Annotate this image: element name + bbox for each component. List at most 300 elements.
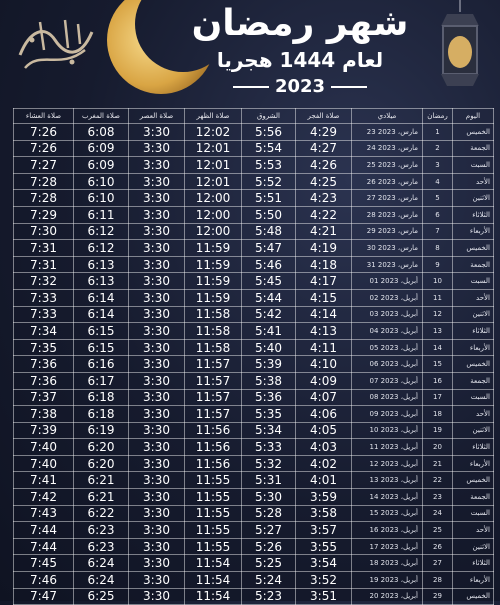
cell-isha: 7:33 (14, 289, 74, 306)
cell-weekday: الاثنين (453, 538, 494, 555)
cell-weekday: الأربعاء (453, 572, 494, 589)
cell-asr: 3:30 (129, 190, 185, 207)
column-header-ramadan: رمضان (423, 109, 453, 124)
cell-ramadan-day: 27 (423, 555, 453, 572)
cell-maghrib: 6:22 (74, 505, 129, 522)
cell-maghrib: 6:23 (74, 522, 129, 539)
cell-gregorian-date: 18 أبريل، 2023 (352, 555, 423, 572)
header (0, 0, 500, 108)
cell-ramadan-day: 26 (423, 538, 453, 555)
cell-sunrise: 5:47 (242, 240, 296, 257)
cell-sunrise: 5:28 (242, 505, 296, 522)
cell-maghrib: 6:17 (74, 372, 129, 389)
cell-gregorian-date: 05 أبريل، 2023 (352, 339, 423, 356)
cell-ramadan-day: 24 (423, 505, 453, 522)
cell-dhuhr: 11:55 (185, 522, 242, 539)
cell-fajr: 4:03 (296, 439, 352, 456)
cell-fajr: 4:14 (296, 306, 352, 323)
cell-sunrise: 5:48 (242, 223, 296, 240)
table-row (14, 356, 494, 373)
cell-weekday: الأربعاء (453, 223, 494, 240)
cell-isha: 7:45 (14, 555, 74, 572)
cell-isha: 7:37 (14, 389, 74, 406)
cell-sunrise: 5:54 (242, 140, 296, 157)
cell-ramadan-day: 25 (423, 522, 453, 539)
cell-gregorian-date: 27 مارس، 2023 (352, 190, 423, 207)
cell-dhuhr: 11:59 (185, 273, 242, 290)
cell-fajr: 4:11 (296, 339, 352, 356)
cell-ramadan-day: 5 (423, 190, 453, 207)
cell-asr: 3:30 (129, 173, 185, 190)
cell-weekday: السبت (453, 389, 494, 406)
cell-weekday: الخميس (453, 356, 494, 373)
cell-ramadan-day: 13 (423, 323, 453, 340)
cell-maghrib: 6:24 (74, 572, 129, 589)
cell-maghrib: 6:13 (74, 273, 129, 290)
cell-fajr: 4:22 (296, 206, 352, 223)
cell-dhuhr: 11:58 (185, 339, 242, 356)
table-body (14, 124, 494, 605)
column-header-gregorian: ميلادي (352, 109, 423, 124)
cell-sunrise: 5:35 (242, 406, 296, 423)
cell-fajr: 4:26 (296, 157, 352, 174)
table-row (14, 206, 494, 223)
cell-isha: 7:39 (14, 422, 74, 439)
cell-isha: 7:40 (14, 439, 74, 456)
cell-dhuhr: 11:58 (185, 306, 242, 323)
table-row (14, 339, 494, 356)
cell-sunrise: 5:33 (242, 439, 296, 456)
cell-weekday: السبت (453, 273, 494, 290)
cell-asr: 3:30 (129, 157, 185, 174)
cell-fajr: 4:13 (296, 323, 352, 340)
cell-isha: 7:46 (14, 572, 74, 589)
cell-sunrise: 5:50 (242, 206, 296, 223)
cell-dhuhr: 12:00 (185, 190, 242, 207)
cell-maghrib: 6:18 (74, 389, 129, 406)
cell-asr: 3:30 (129, 472, 185, 489)
cell-sunrise: 5:42 (242, 306, 296, 323)
cell-ramadan-day: 1 (423, 124, 453, 141)
cell-maghrib: 6:24 (74, 555, 129, 572)
cell-maghrib: 6:12 (74, 223, 129, 240)
cell-dhuhr: 11:54 (185, 572, 242, 589)
cell-asr: 3:30 (129, 306, 185, 323)
cell-isha: 7:35 (14, 339, 74, 356)
table-row (14, 555, 494, 572)
cell-dhuhr: 11:56 (185, 422, 242, 439)
cell-gregorian-date: 02 أبريل، 2023 (352, 289, 423, 306)
cell-fajr: 4:27 (296, 140, 352, 157)
cell-dhuhr: 12:01 (185, 157, 242, 174)
cell-maghrib: 6:23 (74, 538, 129, 555)
cell-gregorian-date: 09 أبريل، 2023 (352, 406, 423, 423)
divider (233, 86, 269, 88)
table-row (14, 323, 494, 340)
cell-weekday: الاثنين (453, 306, 494, 323)
cell-asr: 3:30 (129, 223, 185, 240)
cell-weekday: الثلاثاء (453, 206, 494, 223)
year-label (180, 76, 420, 98)
cell-maghrib: 6:09 (74, 157, 129, 174)
table-row (14, 157, 494, 174)
column-header-asr: صلاة العصر (129, 109, 185, 124)
cell-isha: 7:32 (14, 273, 74, 290)
cell-asr: 3:30 (129, 522, 185, 539)
cell-sunrise: 5:23 (242, 588, 296, 605)
cell-weekday: الثلاثاء (453, 555, 494, 572)
table-header-row (14, 109, 494, 124)
cell-ramadan-day: 6 (423, 206, 453, 223)
cell-ramadan-day: 3 (423, 157, 453, 174)
cell-ramadan-day: 17 (423, 389, 453, 406)
cell-gregorian-date: 08 أبريل، 2023 (352, 389, 423, 406)
cell-maghrib: 6:15 (74, 323, 129, 340)
cell-maghrib: 6:08 (74, 124, 129, 141)
cell-weekday: الخميس (453, 240, 494, 257)
cell-asr: 3:30 (129, 406, 185, 423)
cell-fajr: 4:23 (296, 190, 352, 207)
cell-ramadan-day: 15 (423, 356, 453, 373)
cell-weekday: الأربعاء (453, 339, 494, 356)
cell-maghrib: 6:11 (74, 206, 129, 223)
cell-sunrise: 5:41 (242, 323, 296, 340)
cell-dhuhr: 12:00 (185, 206, 242, 223)
cell-fajr: 4:18 (296, 256, 352, 273)
cell-sunrise: 5:24 (242, 572, 296, 589)
column-header-maghrib: صلاة المغرب (74, 109, 129, 124)
cell-dhuhr: 11:55 (185, 489, 242, 506)
cell-asr: 3:30 (129, 124, 185, 141)
cell-sunrise: 5:46 (242, 256, 296, 273)
cell-ramadan-day: 9 (423, 256, 453, 273)
cell-ramadan-day: 2 (423, 140, 453, 157)
cell-asr: 3:30 (129, 439, 185, 456)
cell-sunrise: 5:36 (242, 389, 296, 406)
cell-gregorian-date: 01 أبريل، 2023 (352, 273, 423, 290)
cell-dhuhr: 11:55 (185, 472, 242, 489)
cell-isha: 7:28 (14, 190, 74, 207)
cell-dhuhr: 11:57 (185, 389, 242, 406)
cell-maghrib: 6:14 (74, 289, 129, 306)
page-title: شهر رمضان (191, 3, 409, 44)
table-row (14, 572, 494, 589)
cell-isha: 7:36 (14, 356, 74, 373)
cell-asr: 3:30 (129, 538, 185, 555)
cell-dhuhr: 11:59 (185, 289, 242, 306)
cell-isha: 7:34 (14, 323, 74, 340)
cell-weekday: الأحد (453, 406, 494, 423)
cell-ramadan-day: 23 (423, 489, 453, 506)
cell-sunrise: 5:44 (242, 289, 296, 306)
table-row (14, 522, 494, 539)
table-row (14, 422, 494, 439)
cell-weekday: الاثنين (453, 190, 494, 207)
table-row (14, 256, 494, 273)
cell-sunrise: 5:56 (242, 124, 296, 141)
cell-gregorian-date: 06 أبريل، 2023 (352, 356, 423, 373)
cell-asr: 3:30 (129, 140, 185, 157)
cell-ramadan-day: 20 (423, 439, 453, 456)
cell-fajr: 4:07 (296, 389, 352, 406)
cell-fajr: 4:25 (296, 173, 352, 190)
cell-asr: 3:30 (129, 555, 185, 572)
cell-gregorian-date: 07 أبريل، 2023 (352, 372, 423, 389)
cell-fajr: 4:02 (296, 455, 352, 472)
cell-maghrib: 6:21 (74, 472, 129, 489)
cell-dhuhr: 11:56 (185, 455, 242, 472)
cell-sunrise: 5:26 (242, 538, 296, 555)
cell-fajr: 4:17 (296, 273, 352, 290)
cell-fajr: 3:54 (296, 555, 352, 572)
cell-weekday: الجمعة (453, 372, 494, 389)
cell-fajr: 3:51 (296, 588, 352, 605)
cell-sunrise: 5:31 (242, 472, 296, 489)
cell-fajr: 4:21 (296, 223, 352, 240)
cell-ramadan-day: 12 (423, 306, 453, 323)
cell-gregorian-date: 25 مارس، 2023 (352, 157, 423, 174)
cell-asr: 3:30 (129, 455, 185, 472)
cell-maghrib: 6:12 (74, 240, 129, 257)
cell-maghrib: 6:13 (74, 256, 129, 273)
cell-maghrib: 6:16 (74, 356, 129, 373)
cell-weekday: الخميس (453, 472, 494, 489)
cell-asr: 3:30 (129, 240, 185, 257)
cell-isha: 7:38 (14, 406, 74, 423)
cell-maghrib: 6:10 (74, 190, 129, 207)
column-header-dhuhr: صلاة الظهر (185, 109, 242, 124)
table-row (14, 406, 494, 423)
table-row (14, 389, 494, 406)
cell-weekday: الأحد (453, 173, 494, 190)
cell-isha: 7:40 (14, 455, 74, 472)
cell-dhuhr: 12:00 (185, 223, 242, 240)
lantern-icon (425, 0, 495, 95)
cell-weekday: الاثنين (453, 422, 494, 439)
cell-fajr: 3:59 (296, 489, 352, 506)
cell-asr: 3:30 (129, 389, 185, 406)
cell-fajr: 4:10 (296, 356, 352, 373)
cell-isha: 7:42 (14, 489, 74, 506)
cell-isha: 7:26 (14, 140, 74, 157)
cell-ramadan-day: 28 (423, 572, 453, 589)
cell-isha: 7:43 (14, 505, 74, 522)
cell-dhuhr: 12:02 (185, 124, 242, 141)
cell-fajr: 4:15 (296, 289, 352, 306)
cell-fajr: 4:19 (296, 240, 352, 257)
table-row (14, 455, 494, 472)
cell-maghrib: 6:20 (74, 455, 129, 472)
cell-gregorian-date: 31 مارس، 2023 (352, 256, 423, 273)
cell-sunrise: 5:40 (242, 339, 296, 356)
cell-maghrib: 6:15 (74, 339, 129, 356)
cell-maghrib: 6:25 (74, 588, 129, 605)
cell-ramadan-day: 8 (423, 240, 453, 257)
cell-gregorian-date: 26 مارس، 2023 (352, 173, 423, 190)
cell-weekday: الخميس (453, 124, 494, 141)
cell-isha: 7:31 (14, 256, 74, 273)
cell-ramadan-day: 4 (423, 173, 453, 190)
cell-weekday: السبت (453, 157, 494, 174)
cell-asr: 3:30 (129, 206, 185, 223)
cell-gregorian-date: 13 أبريل، 2023 (352, 472, 423, 489)
ramadan-kareem-calligraphy (10, 10, 100, 80)
cell-fajr: 3:55 (296, 538, 352, 555)
table-row (14, 306, 494, 323)
cell-fajr: 4:01 (296, 472, 352, 489)
cell-dhuhr: 11:57 (185, 372, 242, 389)
cell-fajr: 4:05 (296, 422, 352, 439)
table-row (14, 439, 494, 456)
cell-gregorian-date: 19 أبريل، 2023 (352, 572, 423, 589)
column-header-sunrise: الشروق (242, 109, 296, 124)
cell-gregorian-date: 30 مارس، 2023 (352, 240, 423, 257)
table-row (14, 372, 494, 389)
cell-ramadan-day: 19 (423, 422, 453, 439)
cell-asr: 3:30 (129, 356, 185, 373)
cell-gregorian-date: 24 مارس، 2023 (352, 140, 423, 157)
cell-asr: 3:30 (129, 505, 185, 522)
cell-dhuhr: 11:54 (185, 555, 242, 572)
cell-gregorian-date: 16 أبريل، 2023 (352, 522, 423, 539)
cell-isha: 7:33 (14, 306, 74, 323)
cell-dhuhr: 11:55 (185, 505, 242, 522)
cell-sunrise: 5:32 (242, 455, 296, 472)
cell-ramadan-day: 7 (423, 223, 453, 240)
cell-dhuhr: 11:55 (185, 538, 242, 555)
cell-sunrise: 5:27 (242, 522, 296, 539)
cell-dhuhr: 12:01 (185, 173, 242, 190)
cell-maghrib: 6:20 (74, 439, 129, 456)
cell-dhuhr: 11:59 (185, 256, 242, 273)
cell-gregorian-date: 15 أبريل، 2023 (352, 505, 423, 522)
prayer-times-table (13, 108, 494, 605)
cell-gregorian-date: 12 أبريل، 2023 (352, 455, 423, 472)
cell-ramadan-day: 29 (423, 588, 453, 605)
cell-maghrib: 6:19 (74, 422, 129, 439)
cell-fajr: 4:29 (296, 124, 352, 141)
cell-fajr: 3:57 (296, 522, 352, 539)
table-row (14, 223, 494, 240)
table-row (14, 240, 494, 257)
cell-maghrib: 6:14 (74, 306, 129, 323)
cell-isha: 7:27 (14, 157, 74, 174)
cell-sunrise: 5:34 (242, 422, 296, 439)
prayer-times-table-container (13, 108, 493, 605)
column-header-fajr: صلاة الفجر (296, 109, 352, 124)
table-row (14, 489, 494, 506)
cell-asr: 3:30 (129, 289, 185, 306)
table-row (14, 140, 494, 157)
cell-fajr: 3:58 (296, 505, 352, 522)
cell-fajr: 4:09 (296, 372, 352, 389)
cell-weekday: الثلاثاء (453, 323, 494, 340)
cell-ramadan-day: 22 (423, 472, 453, 489)
cell-weekday: الجمعة (453, 489, 494, 506)
cell-fajr: 3:52 (296, 572, 352, 589)
cell-isha: 7:36 (14, 372, 74, 389)
cell-gregorian-date: 10 أبريل، 2023 (352, 422, 423, 439)
table-row (14, 588, 494, 605)
cell-gregorian-date: 03 أبريل، 2023 (352, 306, 423, 323)
cell-sunrise: 5:45 (242, 273, 296, 290)
cell-ramadan-day: 18 (423, 406, 453, 423)
cell-sunrise: 5:53 (242, 157, 296, 174)
divider (331, 86, 367, 88)
column-header-isha: صلاة العشاء (14, 109, 74, 124)
cell-weekday: الخميس (453, 588, 494, 605)
cell-gregorian-date: 17 أبريل، 2023 (352, 538, 423, 555)
cell-weekday: الأحد (453, 289, 494, 306)
cell-sunrise: 5:51 (242, 190, 296, 207)
cell-asr: 3:30 (129, 572, 185, 589)
cell-ramadan-day: 10 (423, 273, 453, 290)
cell-weekday: الثلاثاء (453, 439, 494, 456)
cell-dhuhr: 11:59 (185, 240, 242, 257)
cell-weekday: الأحد (453, 522, 494, 539)
cell-gregorian-date: 29 مارس، 2023 (352, 223, 423, 240)
table-row (14, 273, 494, 290)
cell-gregorian-date: 04 أبريل، 2023 (352, 323, 423, 340)
cell-gregorian-date: 11 أبريل، 2023 (352, 439, 423, 456)
cell-sunrise: 5:25 (242, 555, 296, 572)
cell-sunrise: 5:30 (242, 489, 296, 506)
cell-asr: 3:30 (129, 489, 185, 506)
cell-dhuhr: 11:58 (185, 323, 242, 340)
cell-asr: 3:30 (129, 588, 185, 605)
cell-maghrib: 6:09 (74, 140, 129, 157)
cell-asr: 3:30 (129, 323, 185, 340)
cell-ramadan-day: 21 (423, 455, 453, 472)
table-row (14, 124, 494, 141)
table-row (14, 289, 494, 306)
cell-asr: 3:30 (129, 256, 185, 273)
cell-maghrib: 6:10 (74, 173, 129, 190)
cell-isha: 7:26 (14, 124, 74, 141)
cell-weekday: الأربعاء (453, 455, 494, 472)
cell-ramadan-day: 14 (423, 339, 453, 356)
cell-sunrise: 5:39 (242, 356, 296, 373)
cell-asr: 3:30 (129, 422, 185, 439)
table-row (14, 190, 494, 207)
cell-fajr: 4:06 (296, 406, 352, 423)
cell-isha: 7:31 (14, 240, 74, 257)
cell-sunrise: 5:52 (242, 173, 296, 190)
cell-maghrib: 6:18 (74, 406, 129, 423)
table-row (14, 505, 494, 522)
cell-dhuhr: 11:57 (185, 356, 242, 373)
table-row (14, 173, 494, 190)
cell-dhuhr: 11:54 (185, 588, 242, 605)
cell-asr: 3:30 (129, 372, 185, 389)
page-subtitle: لعام 1444 هجريا (216, 48, 384, 72)
cell-gregorian-date: 28 مارس، 2023 (352, 206, 423, 223)
cell-dhuhr: 11:57 (185, 406, 242, 423)
cell-isha: 7:47 (14, 588, 74, 605)
cell-isha: 7:29 (14, 206, 74, 223)
cell-ramadan-day: 11 (423, 289, 453, 306)
cell-weekday: الجمعة (453, 256, 494, 273)
cell-ramadan-day: 16 (423, 372, 453, 389)
cell-dhuhr: 11:56 (185, 439, 242, 456)
cell-weekday: الجمعة (453, 140, 494, 157)
cell-isha: 7:44 (14, 538, 74, 555)
cell-dhuhr: 12:01 (185, 140, 242, 157)
year-text: 2023 (274, 76, 326, 97)
table-row (14, 472, 494, 489)
cell-gregorian-date: 20 أبريل، 2023 (352, 588, 423, 605)
cell-weekday: السبت (453, 505, 494, 522)
